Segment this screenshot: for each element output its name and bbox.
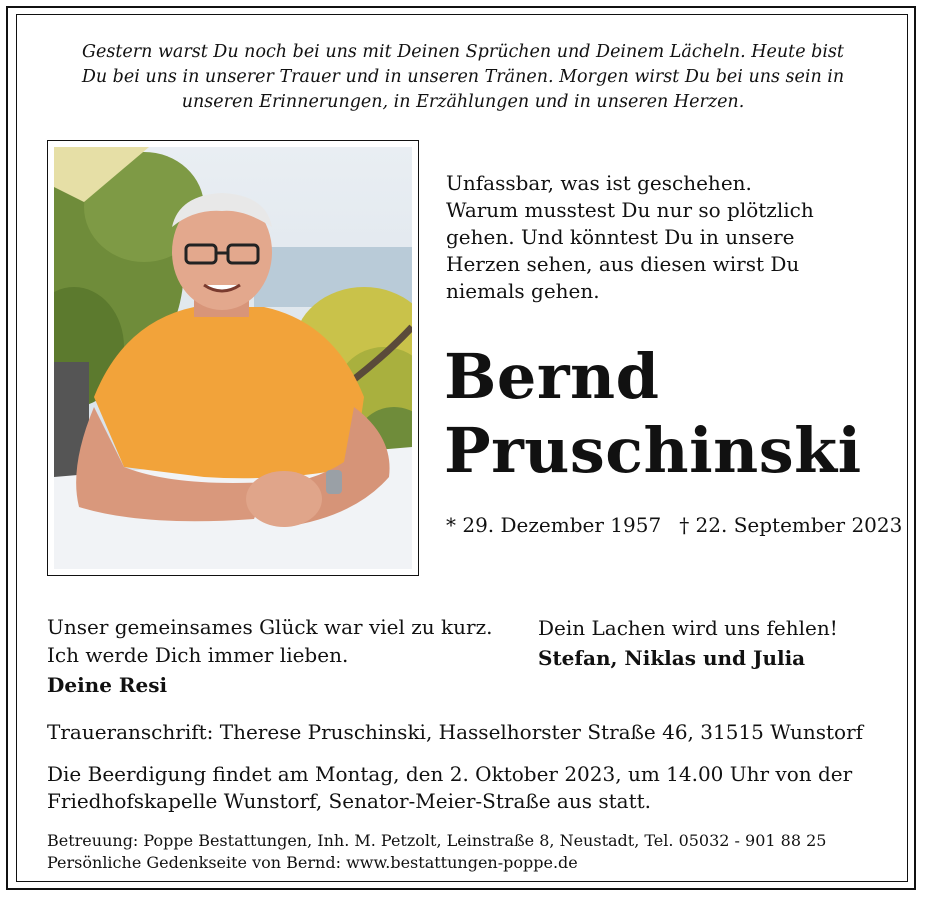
birth-date: * 29. Dezember 1957 [446,513,662,537]
funeral-line: Friedhofskapelle Wunstorf, Senator-Meier-Straße aus statt. [47,789,652,813]
poem-line: Unfassbar, was ist geschehen. [446,171,752,195]
poem-line: gehen. Und könntest Du in unsere [446,225,795,249]
quote-line: Du bei uns in unserer Trauer und in unseren Tränen. Morgen wirst Du bei uns sein in [81,67,845,87]
funeral-info [47,761,897,815]
last-name: Pruschinski [444,414,862,487]
portrait-photo [47,140,419,576]
opening-quote [40,40,886,115]
portrait-image [54,147,412,569]
poem-line: Warum musstest Du nur so plötzlich [446,198,814,222]
family-message [538,613,908,673]
partner-message-line: Ich werde Dich immer lieben. [47,643,349,667]
poem [446,170,866,305]
quote-line: unseren Erinnerungen, in Erzählungen und in unseren Herzen. [181,92,745,112]
memorial-page-line: Persönliche Gedenkseite von Bernd: www.bestattungen-poppe.de [47,853,578,872]
first-name: Bernd [444,340,660,413]
family-signature: Stefan, Niklas und Julia [538,646,806,670]
partner-message-line: Unser gemeinsames Glück war viel zu kurz. [47,615,493,639]
deceased-name [444,340,914,488]
mourning-address: Traueranschrift: Therese Pruschinski, Hasselhorster Straße 46, 31515 Wunstorf [47,720,864,744]
poem-line: Herzen sehen, aus diesen wirst Du [446,252,800,276]
life-dates [446,513,916,537]
death-date: † 22. September 2023 [679,513,903,537]
family-message-line: Dein Lachen wird uns fehlen! [538,616,838,640]
funeral-line: Die Beerdigung findet am Montag, den 2. Oktober 2023, um 14.00 Uhr von der [47,762,853,786]
poem-line: niemals gehen. [446,279,600,303]
undertaker-line: Betreuung: Poppe Bestattungen, Inh. M. Petzolt, Leinstraße 8, Neustadt, Tel. 05032 - 901 88 25 [47,831,827,850]
quote-line: Gestern warst Du noch bei uns mit Deinen Sprüchen und Deinem Lächeln. Heute bist [82,42,844,62]
undertaker-info [47,830,907,874]
partner-signature: Deine Resi [47,673,168,697]
partner-message [47,613,517,699]
